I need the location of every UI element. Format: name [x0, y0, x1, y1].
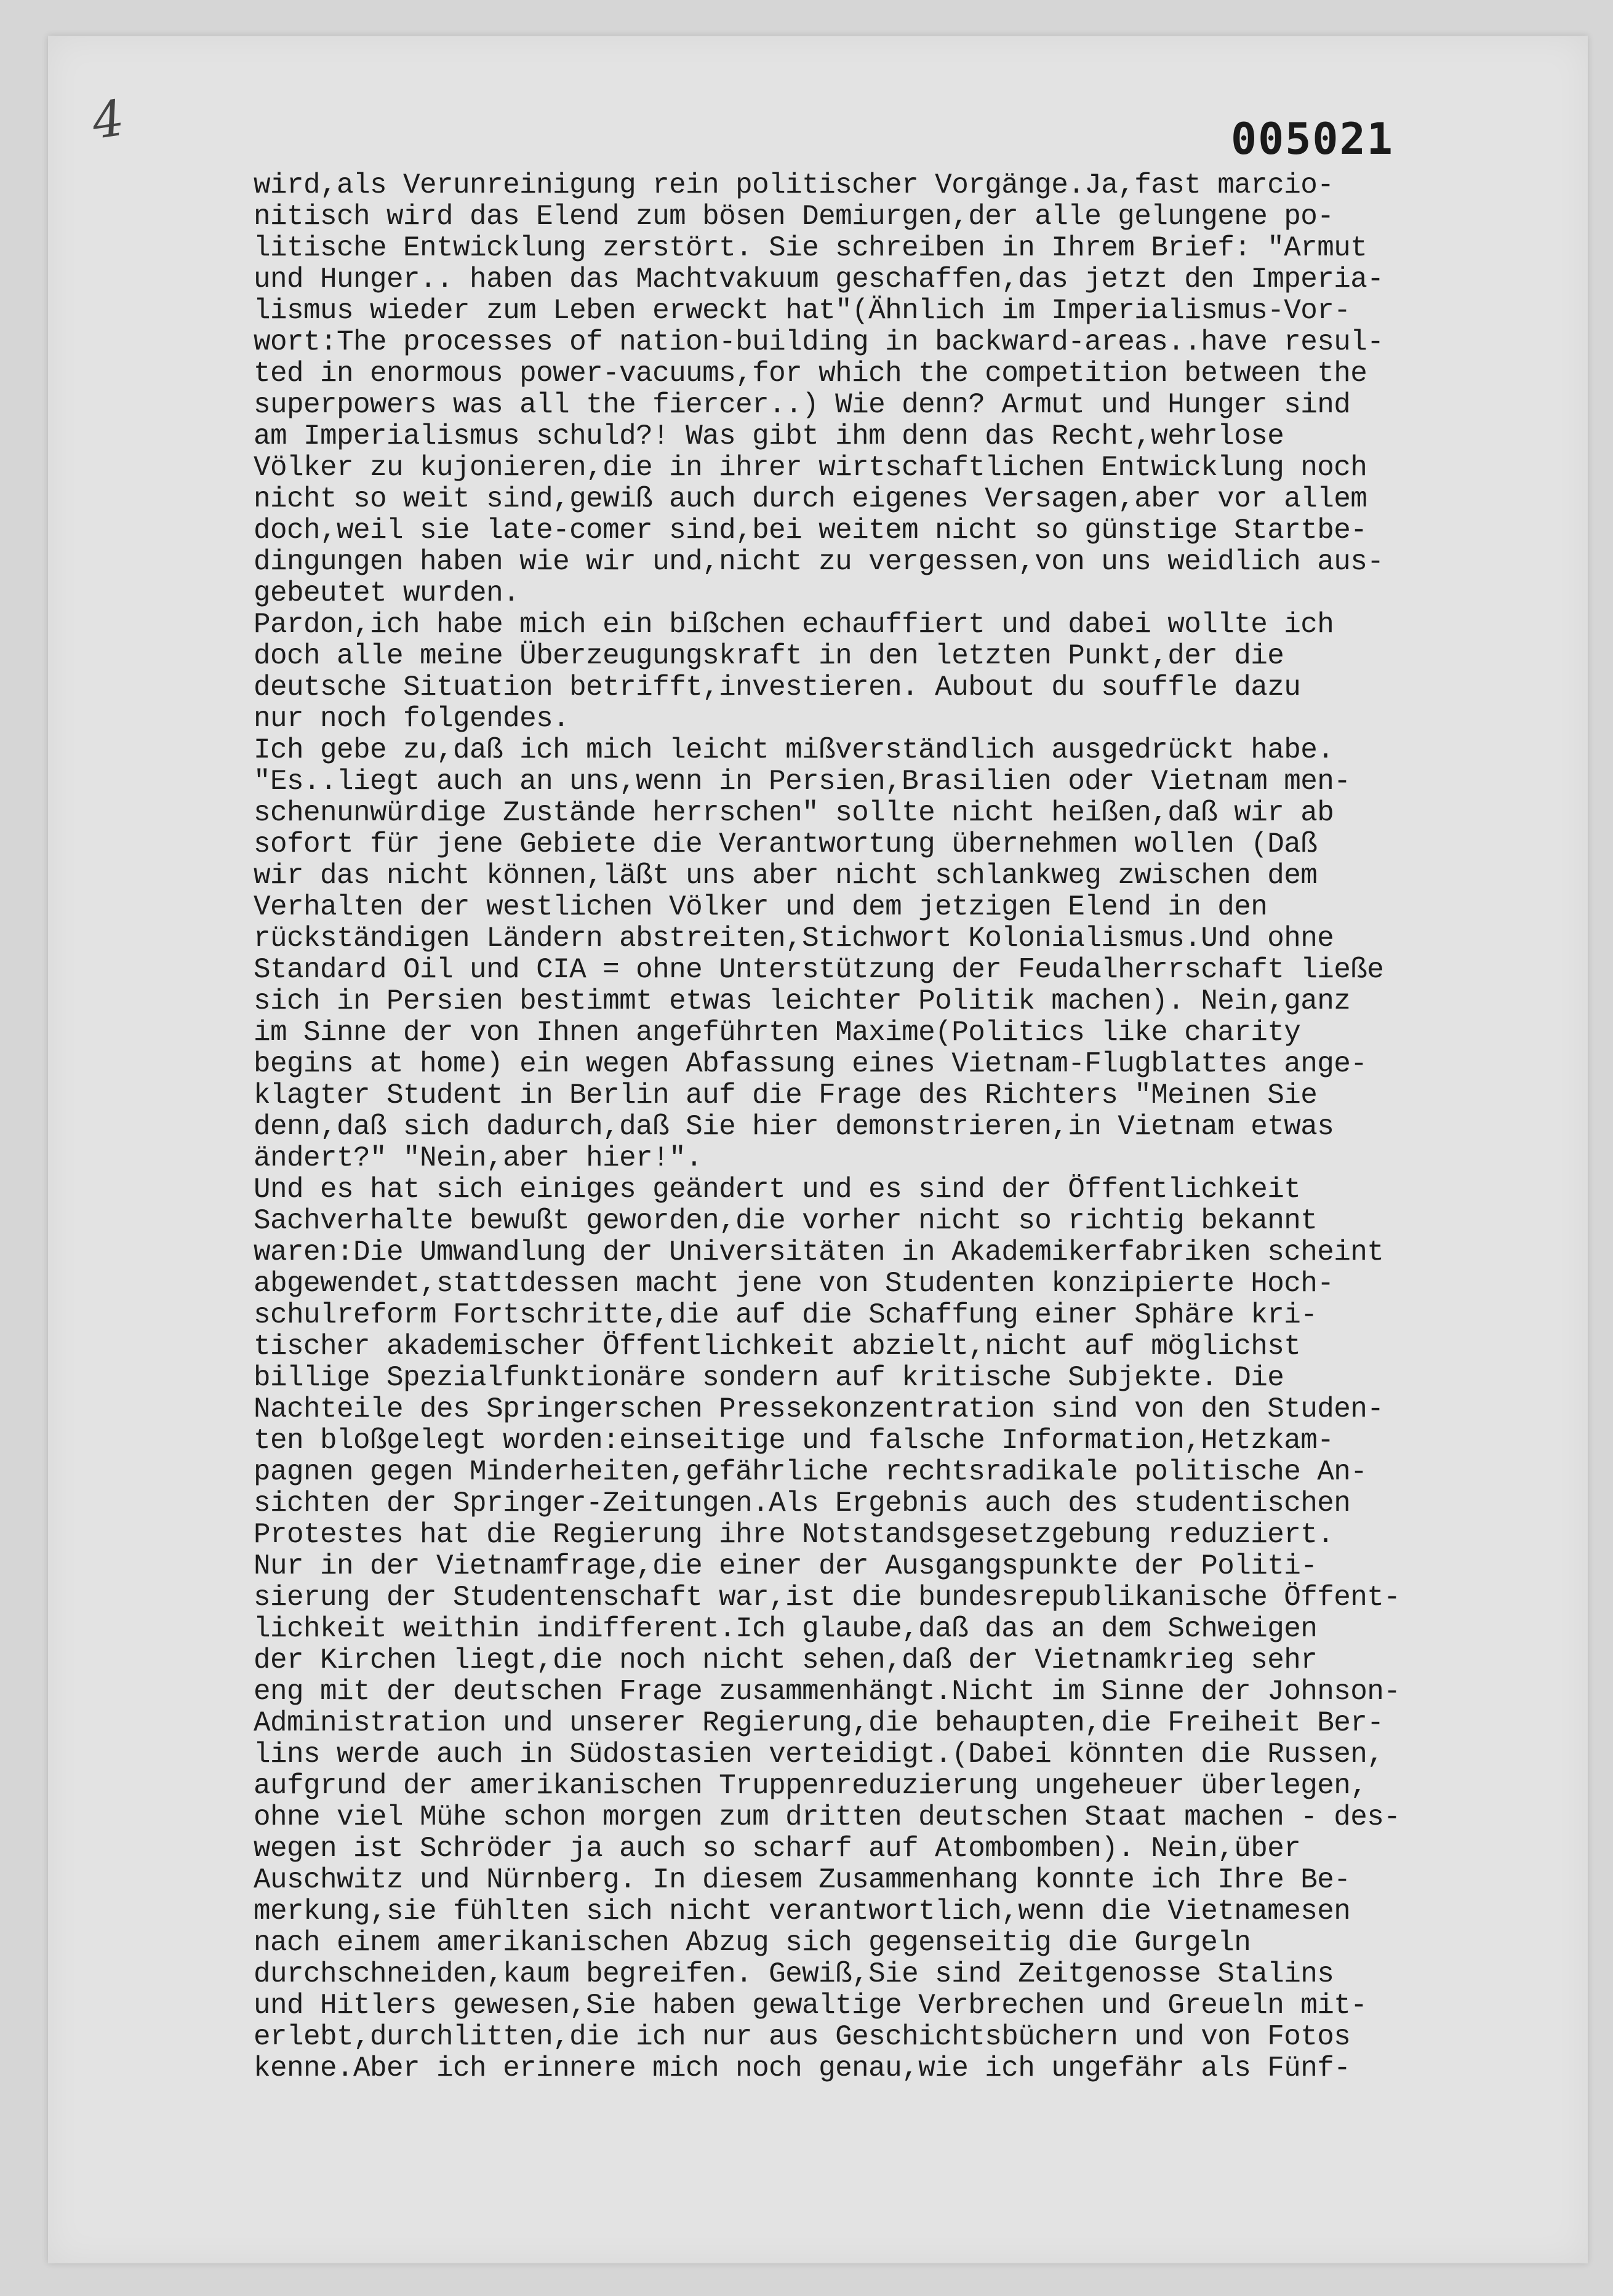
text-line: eng mit der deutschen Frage zusammenhängt.Nicht im Sinne der Johnson-	[254, 1676, 1401, 1708]
text-line: dingungen haben wie wir und,nicht zu vergessen,von uns weidlich aus-	[254, 546, 1384, 578]
text-line: Administration und unserer Regierung,die behaupten,die Freiheit Ber-	[254, 1707, 1384, 1739]
text-line: waren:Die Umwandlung der Universitäten in Akademikerfabriken scheint	[254, 1236, 1384, 1268]
text-line: wort:The processes of nation-building in backward-areas..have resul-	[254, 326, 1384, 358]
text-line: Ich gebe zu,daß ich mich leicht mißverständlich ausgedrückt habe.	[254, 734, 1334, 766]
text-line: Verhalten der westlichen Völker und dem jetzigen Elend in den	[254, 891, 1268, 923]
letter-body-text	[254, 170, 1546, 2084]
text-line: ohne viel Mühe schon morgen zum dritten deutschen Staat machen - des-	[254, 1801, 1401, 1833]
text-line: lins werde auch in Südostasien verteidigt.(Dabei könnten die Russen,	[254, 1738, 1384, 1770]
text-line: deutsche Situation betrifft,investieren. Aubout du souffle dazu	[254, 671, 1301, 703]
text-line: denn,daß sich dadurch,daß Sie hier demonstrieren,in Vietnam etwas	[254, 1111, 1334, 1143]
text-line: sich in Persien bestimmt etwas leichter Politik machen). Nein,ganz	[254, 985, 1351, 1017]
text-line: kenne.Aber ich erinnere mich noch genau,wie ich ungefähr als Fünf-	[254, 2052, 1351, 2084]
text-line: und Hunger.. haben das Machtvakuum geschaffen,das jetzt den Imperia-	[254, 263, 1384, 295]
text-line: gebeutet wurden.	[254, 577, 520, 609]
document-number-stamp: 005021	[1231, 114, 1394, 164]
text-line: aufgrund der amerikanischen Truppenreduzierung ungeheuer überlegen,	[254, 1770, 1367, 1802]
text-line: der Kirchen liegt,die noch nicht sehen,daß der Vietnamkrieg sehr	[254, 1644, 1318, 1676]
text-line: sichten der Springer-Zeitungen.Als Ergebnis auch des studentischen	[254, 1487, 1351, 1519]
text-line: pagnen gegen Minderheiten,gefährliche rechtsradikale politische An-	[254, 1456, 1367, 1488]
text-line: merkung,sie fühlten sich nicht verantwortlich,wenn die Vietnamesen	[254, 1895, 1351, 1927]
text-line: sierung der Studentenschaft war,ist die bundesrepublikanische Öffent-	[254, 1582, 1401, 1614]
text-line: doch,weil sie late-comer sind,bei weitem nicht so günstige Startbe-	[254, 514, 1367, 546]
text-line: Auschwitz und Nürnberg. In diesem Zusammenhang konnte ich Ihre Be-	[254, 1864, 1351, 1896]
text-line: schenunwürdige Zustände herrschen" sollte nicht heißen,daß wir ab	[254, 797, 1334, 829]
text-line: durchschneiden,kaum begreifen. Gewiß,Sie sind Zeitgenosse Stalins	[254, 1958, 1334, 1990]
text-line: tischer akademischer Öffentlichkeit abzielt,nicht auf möglichst	[254, 1330, 1301, 1362]
text-line: Und es hat sich einiges geändert und es sind der Öffentlichkeit	[254, 1174, 1301, 1206]
text-line: schulreform Fortschritte,die auf die Schaffung einer Sphäre kri-	[254, 1299, 1318, 1331]
text-line: rückständigen Ländern abstreiten,Stichwort Kolonialismus.Und ohne	[254, 922, 1334, 954]
text-line: Pardon,ich habe mich ein bißchen echauffiert und dabei wollte ich	[254, 609, 1334, 641]
text-line: Nur in der Vietnamfrage,die einer der Ausgangspunkte der Politi-	[254, 1550, 1318, 1582]
text-line: abgewendet,stattdessen macht jene von Studenten konzipierte Hoch-	[254, 1268, 1334, 1300]
text-line: Völker zu kujonieren,die in ihrer wirtschaftlichen Entwicklung noch	[254, 452, 1367, 484]
text-line: doch alle meine Überzeugungskraft in den letzten Punkt,der die	[254, 640, 1284, 672]
text-line: wir das nicht können,läßt uns aber nicht schlankweg zwischen dem	[254, 860, 1318, 892]
handwritten-page-mark: 4	[88, 89, 128, 151]
text-line: und Hitlers gewesen,Sie haben gewaltige Verbrechen und Greueln mit-	[254, 1990, 1367, 2022]
text-line: ändert?" "Nein,aber hier!".	[254, 1142, 703, 1174]
text-line: nicht so weit sind,gewiß auch durch eigenes Versagen,aber vor allem	[254, 483, 1367, 515]
text-line: nur noch folgendes.	[254, 703, 570, 735]
text-line: litische Entwicklung zerstört. Sie schreiben in Ihrem Brief: "Armut	[254, 232, 1367, 264]
text-line: "Es..liegt auch an uns,wenn in Persien,Brasilien oder Vietnam men-	[254, 766, 1351, 798]
text-line: sofort für jene Gebiete die Verantwortung übernehmen wollen (Daß	[254, 828, 1318, 860]
text-line: billige Spezialfunktionäre sondern auf kritische Subjekte. Die	[254, 1362, 1284, 1394]
text-line: ted in enormous power-vacuums,for which the competition between the	[254, 358, 1367, 390]
text-line: im Sinne der von Ihnen angeführten Maxime(Politics like charity	[254, 1017, 1301, 1049]
text-line: Protestes hat die Regierung ihre Notstandsgesetzgebung reduziert.	[254, 1519, 1334, 1551]
text-line: begins at home) ein wegen Abfassung eines Vietnam-Flugblattes ange-	[254, 1048, 1367, 1080]
text-line: Standard Oil und CIA = ohne Unterstützung der Feudalherrschaft ließe	[254, 954, 1384, 986]
text-line: nitisch wird das Elend zum bösen Demiurgen,der alle gelungene po-	[254, 201, 1334, 233]
text-line: superpowers was all the fiercer..) Wie denn? Armut und Hunger sind	[254, 389, 1351, 421]
text-line: erlebt,durchlitten,die ich nur aus Geschichtsbüchern und von Fotos	[254, 2021, 1351, 2053]
text-line: lichkeit weithin indifferent.Ich glaube,daß das an dem Schweigen	[254, 1613, 1318, 1645]
text-line: wegen ist Schröder ja auch so scharf auf Atombomben). Nein,über	[254, 1833, 1301, 1865]
text-line: am Imperialismus schuld?! Was gibt ihm denn das Recht,wehrlose	[254, 420, 1284, 452]
text-line: Nachteile des Springerschen Pressekonzentration sind von den Studen-	[254, 1393, 1384, 1425]
text-line: nach einem amerikanischen Abzug sich gegenseitig die Gurgeln	[254, 1927, 1251, 1959]
text-line: klagter Student in Berlin auf die Frage des Richters "Meinen Sie	[254, 1079, 1318, 1111]
text-line: Sachverhalte bewußt geworden,die vorher nicht so richtig bekannt	[254, 1205, 1318, 1237]
text-line: lismus wieder zum Leben erweckt hat"(Ähnlich im Imperialismus-Vor-	[254, 295, 1351, 327]
text-line: wird,als Verunreinigung rein politischer Vorgänge.Ja,fast marcio-	[254, 169, 1334, 201]
text-line: ten bloßgelegt worden:einseitige und falsche Information,Hetzkam-	[254, 1425, 1334, 1457]
